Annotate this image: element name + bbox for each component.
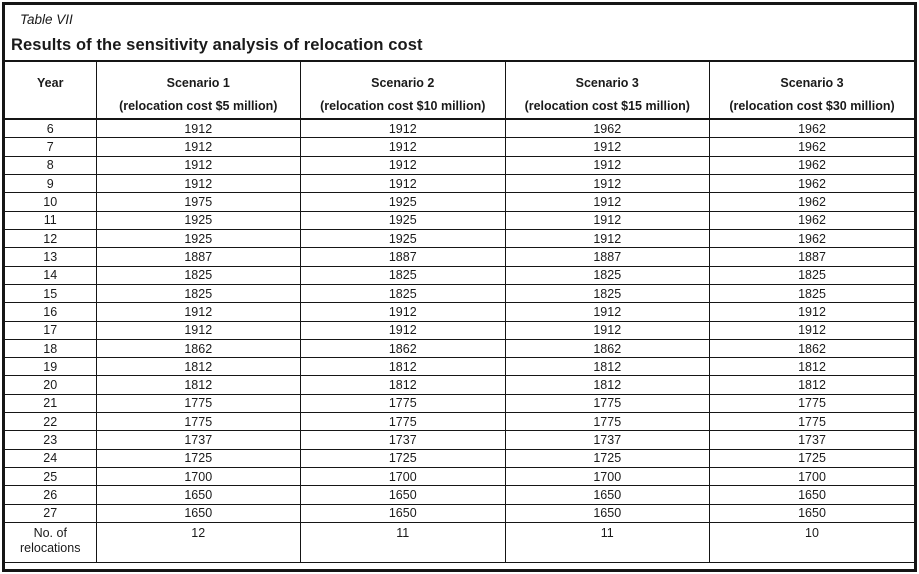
- value-cell: 1737: [505, 431, 710, 449]
- value-cell: 1775: [505, 413, 710, 431]
- year-cell: 15: [5, 284, 96, 302]
- value-cell: 1912: [301, 303, 506, 321]
- value-cell: 1925: [301, 211, 506, 229]
- year-cell: 10: [5, 193, 96, 211]
- value-cell: 1650: [505, 504, 710, 522]
- header-row: [5, 61, 914, 119]
- col-header-scenario-2-label: Scenario 2: [371, 76, 435, 90]
- col-header-scenario-3-30m-label: Scenario 3: [780, 76, 844, 90]
- value-cell: 1912: [96, 303, 301, 321]
- value-cell: 1912: [301, 156, 506, 174]
- value-cell: 1962: [710, 211, 915, 229]
- value-cell: 1825: [301, 266, 506, 284]
- value-cell: 1812: [301, 358, 506, 376]
- value-cell: 1912: [96, 156, 301, 174]
- col-header-scenario-3-15m: [505, 61, 710, 119]
- relocations-count-cell: 12: [96, 523, 301, 563]
- value-cell: 1912: [710, 321, 915, 339]
- value-cell: 1912: [505, 229, 710, 247]
- value-cell: 1650: [505, 486, 710, 504]
- value-cell: 1737: [710, 431, 915, 449]
- value-cell: 1825: [505, 284, 710, 302]
- value-cell: 1700: [710, 468, 915, 486]
- value-cell: 1962: [710, 229, 915, 247]
- col-header-scenario-3-15m-sublabel: (relocation cost $15 million): [524, 99, 690, 113]
- value-cell: 1825: [96, 266, 301, 284]
- year-cell: 14: [5, 266, 96, 284]
- value-cell: 1887: [710, 248, 915, 266]
- table-row: [5, 266, 914, 284]
- value-cell: 1925: [301, 193, 506, 211]
- value-cell: 1862: [505, 339, 710, 357]
- year-cell: 23: [5, 431, 96, 449]
- value-cell: 1775: [301, 413, 506, 431]
- year-cell: 24: [5, 449, 96, 467]
- table-row: [5, 468, 914, 486]
- value-cell: 1912: [710, 303, 915, 321]
- value-cell: 1912: [96, 175, 301, 193]
- table-row: [5, 413, 914, 431]
- value-cell: 1700: [301, 468, 506, 486]
- value-cell: 1912: [505, 211, 710, 229]
- value-cell: 1912: [505, 321, 710, 339]
- col-header-scenario-3-30m: [710, 61, 915, 119]
- value-cell: 1812: [505, 358, 710, 376]
- table-body: [5, 119, 914, 563]
- table-row: [5, 303, 914, 321]
- table-row: [5, 449, 914, 467]
- value-cell: 1650: [301, 504, 506, 522]
- col-header-scenario-2: [301, 61, 506, 119]
- value-cell: 1825: [301, 284, 506, 302]
- year-cell: 17: [5, 321, 96, 339]
- year-cell: 16: [5, 303, 96, 321]
- col-header-scenario-1-sublabel: (relocation cost $5 million): [119, 99, 278, 113]
- table-row: [5, 431, 914, 449]
- value-cell: 1862: [710, 339, 915, 357]
- figure-title: Results of the sensitivity analysis of relocation cost: [11, 36, 423, 54]
- col-header-scenario-3-15m-label: Scenario 3: [575, 76, 639, 90]
- table-row: [5, 229, 914, 247]
- table-row: [5, 284, 914, 302]
- value-cell: 1912: [505, 156, 710, 174]
- value-cell: 1725: [301, 449, 506, 467]
- year-cell: 8: [5, 156, 96, 174]
- value-cell: 1925: [96, 229, 301, 247]
- value-cell: 1775: [301, 394, 506, 412]
- table-row: [5, 486, 914, 504]
- table-row: [5, 248, 914, 266]
- value-cell: 1862: [96, 339, 301, 357]
- value-cell: 1887: [96, 248, 301, 266]
- value-cell: 1912: [301, 138, 506, 156]
- year-cell: 13: [5, 248, 96, 266]
- relocations-summary-row: [5, 523, 914, 563]
- value-cell: 1812: [710, 358, 915, 376]
- value-cell: 1825: [96, 284, 301, 302]
- relocations-count-cell: 11: [505, 523, 710, 563]
- value-cell: 1812: [96, 358, 301, 376]
- col-header-scenario-2-sublabel: (relocation cost $10 million): [320, 99, 486, 113]
- table-row: [5, 175, 914, 193]
- value-cell: 1912: [96, 119, 301, 138]
- year-cell: 21: [5, 394, 96, 412]
- value-cell: 1912: [301, 119, 506, 138]
- value-cell: 1975: [96, 193, 301, 211]
- year-cell: 18: [5, 339, 96, 357]
- value-cell: 1912: [96, 321, 301, 339]
- value-cell: 1962: [710, 175, 915, 193]
- table-row: [5, 504, 914, 522]
- value-cell: 1775: [710, 413, 915, 431]
- value-cell: 1650: [710, 486, 915, 504]
- value-cell: 1700: [96, 468, 301, 486]
- value-cell: 1962: [710, 138, 915, 156]
- figure-caption: [5, 5, 914, 60]
- col-header-scenario-1-label: Scenario 1: [166, 76, 230, 90]
- year-cell: 27: [5, 504, 96, 522]
- sensitivity-table: [5, 60, 914, 563]
- value-cell: 1925: [301, 229, 506, 247]
- table-row: [5, 193, 914, 211]
- table-row: [5, 339, 914, 357]
- value-cell: 1825: [710, 266, 915, 284]
- figure-frame: [2, 2, 917, 572]
- relocations-count-cell: 10: [710, 523, 915, 563]
- value-cell: 1650: [301, 486, 506, 504]
- year-cell: 22: [5, 413, 96, 431]
- value-cell: 1962: [710, 119, 915, 138]
- year-cell: 19: [5, 358, 96, 376]
- value-cell: 1962: [710, 156, 915, 174]
- table-row: [5, 156, 914, 174]
- value-cell: 1725: [505, 449, 710, 467]
- value-cell: 1925: [96, 211, 301, 229]
- relocations-summary-label: No. of relocations: [5, 523, 96, 563]
- col-header-year: [5, 61, 96, 119]
- value-cell: 1912: [96, 138, 301, 156]
- value-cell: 1725: [710, 449, 915, 467]
- table-row: [5, 358, 914, 376]
- value-cell: 1650: [96, 504, 301, 522]
- value-cell: 1650: [96, 486, 301, 504]
- year-cell: 9: [5, 175, 96, 193]
- year-cell: 20: [5, 376, 96, 394]
- value-cell: 1700: [505, 468, 710, 486]
- year-cell: 26: [5, 486, 96, 504]
- col-header-year-label: Year: [37, 76, 64, 90]
- value-cell: 1912: [301, 175, 506, 193]
- value-cell: 1812: [96, 376, 301, 394]
- col-header-scenario-1: [96, 61, 301, 119]
- value-cell: 1912: [505, 193, 710, 211]
- value-cell: 1650: [710, 504, 915, 522]
- value-cell: 1962: [710, 193, 915, 211]
- value-cell: 1812: [301, 376, 506, 394]
- value-cell: 1725: [96, 449, 301, 467]
- table-number-label: Table VII: [20, 12, 73, 27]
- table-row: [5, 376, 914, 394]
- value-cell: 1825: [505, 266, 710, 284]
- table-row: [5, 119, 914, 138]
- value-cell: 1887: [505, 248, 710, 266]
- year-cell: 25: [5, 468, 96, 486]
- value-cell: 1775: [96, 413, 301, 431]
- value-cell: 1737: [96, 431, 301, 449]
- value-cell: 1912: [301, 321, 506, 339]
- year-cell: 11: [5, 211, 96, 229]
- value-cell: 1887: [301, 248, 506, 266]
- col-header-scenario-3-30m-sublabel: (relocation cost $30 million): [729, 99, 895, 113]
- table-row: [5, 138, 914, 156]
- table-header: [5, 61, 914, 119]
- relocations-count-cell: 11: [301, 523, 506, 563]
- value-cell: 1812: [505, 376, 710, 394]
- value-cell: 1775: [505, 394, 710, 412]
- value-cell: 1775: [710, 394, 915, 412]
- value-cell: 1962: [505, 119, 710, 138]
- value-cell: 1912: [505, 303, 710, 321]
- value-cell: 1912: [505, 175, 710, 193]
- table-row: [5, 321, 914, 339]
- value-cell: 1737: [301, 431, 506, 449]
- value-cell: 1912: [505, 138, 710, 156]
- value-cell: 1862: [301, 339, 506, 357]
- table-row: [5, 211, 914, 229]
- year-cell: 6: [5, 119, 96, 138]
- year-cell: 7: [5, 138, 96, 156]
- table-row: [5, 394, 914, 412]
- value-cell: 1775: [96, 394, 301, 412]
- value-cell: 1825: [710, 284, 915, 302]
- year-cell: 12: [5, 229, 96, 247]
- value-cell: 1812: [710, 376, 915, 394]
